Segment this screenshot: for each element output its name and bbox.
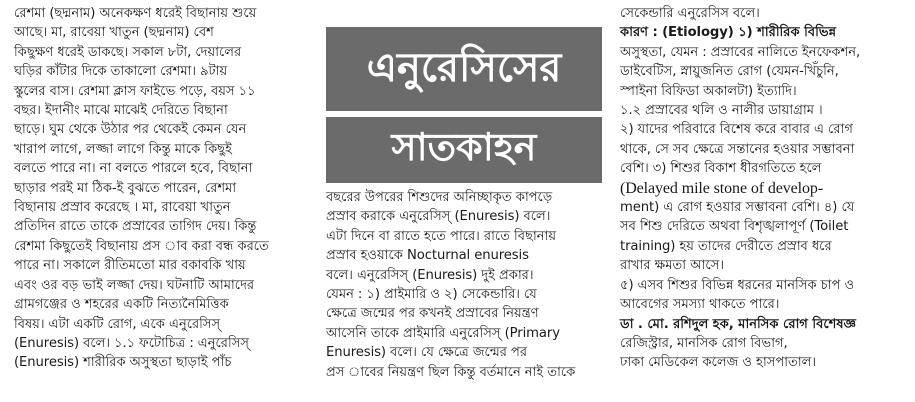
text-line: ছাড়ে। ঘুম থেকে উঠার পর থেকেই কেমন যেন [14, 122, 247, 138]
text-line: ment) এ রোগ হওয়ার সম্ভাবনা বেশি। ৪) যে [620, 200, 855, 216]
text-line: আছে। মা, রাবেয়া খাতুন (ছদ্মনাম) বেশ [14, 25, 214, 41]
text-line: Enuresis) বলে। যে ক্ষেত্রে জন্মের পর [326, 345, 527, 361]
text-line: (Delayed mile stone of develop- [620, 179, 824, 197]
author-affiliation: ঢাকা মেডিকেল কলেজ ও হাসপাতাল। [620, 355, 816, 371]
text-line: ডাইবেটিস, স্নায়ুজনিত রোগ (যেমন-খিঁচুনি, [620, 64, 839, 80]
text-line: যেমন : ১) প্রাইমারি ও ২) সেকেন্ডারি। যে [326, 287, 537, 303]
author-byline: ডা . মো. রশিদুল হক, মানসিক রোগ বিশেষজ্ঞ [620, 316, 857, 332]
text-line: থাকে, সে সব ক্ষেত্রে সন্তানের হওয়ার সম্ভাবনা [620, 141, 855, 157]
text-line: বলে। এনুরেসিস্ (Enuresis) দুই প্রকার। [326, 267, 534, 283]
text-line: স্কুলের বাস। রেশমা ক্লাস ফাইভে পড়ে, বয়স ১১ [14, 83, 256, 99]
text-line: সব শিশু দেরিতে অথবা বিশৃঙ্খলাপূর্ণ (Toilet [620, 219, 849, 235]
text-line: (Enuresis) বলে। ১.১ ফটোচিত্র : এনুরেসিস্ [14, 335, 249, 351]
section-heading-etiology: কারণ : (Etiology) ১) শারীরিক বিভিন্ন [620, 25, 837, 41]
text-line: প্রস্রাব হওয়াকে Nocturnal enuresis [326, 248, 529, 264]
text-line: এটা দিনে বা রাতে হতে পারে। রাতে বিছানায় [326, 228, 557, 244]
text-line: রেশমা (ছদ্মনাম) অনেকক্ষণ ধরেই বিছানায় শুয়ে [14, 6, 257, 21]
text-line: ২) যাদের পরিবারে বিশেষ করে বাবার এ রোগ [620, 122, 853, 138]
text-line: ক্ষেত্রে জন্মের পর কখনই প্রস্রাবের নিয়ন্ত্রণ [326, 306, 539, 322]
text-line: বিষয়। এটা একটি রোগ, একে এনুরেসিস্ [14, 316, 221, 332]
text-line: রাখার ক্ষমতা আসে। [620, 258, 724, 274]
text-line: আসেনি তাকে প্রাইমারি এনুরেসিস্ (Primary [326, 325, 560, 341]
text-line: ৫) এসব শিশুর বিভিন্ন ধরনের মানসিক চাপ ও [620, 277, 855, 293]
text-line: আবেগের সমস্যা থাকতে পারে। [620, 297, 780, 313]
text-line: training) হয় তাদের দেরীতে প্রস্রাব ধরে [620, 238, 832, 254]
text-line: প্রস াবের নিয়ন্ত্রণ ছিল কিন্তু বর্তমানে নাই তাকে [326, 364, 576, 380]
text-line: (Enuresis) শারীরিক অসুস্থতা ছাড়াই পাঁচ [14, 355, 232, 371]
text-line: প্রতিদিন রাতে তাকে প্রস্রাবের তাগিদ দেয়। কিন্তু [14, 219, 257, 235]
headline-text: এনুরেসিসের [366, 44, 562, 91]
text-line: ১.২ প্রস্রাবের থলি ও নালীর ডায়াগ্রাম । [620, 103, 823, 119]
text-line: বলতে পারে না। না বলতে পারলে হবে, বিছানা [14, 161, 253, 177]
headline-line-2 [326, 117, 602, 183]
text-line: অসুস্থতা, যেমন : প্রস্রাবের নালিতে ইনফেকশন, [620, 44, 861, 60]
text-line: বিছানায় প্রস্রাব করেছে । মা, রাবেয়া খাতুন [14, 200, 231, 216]
article-column-1 [14, 4, 312, 373]
text-line: প্রস্রাব করাকে এনুরেসিস্ (Enuresis) বলে। [326, 209, 551, 225]
text-line: পারে না। সকালে রীতিমতো মার বকাবকি খায় [14, 258, 246, 274]
text-line: বেশি। ৩) শিশুর বিকাশ ধীরগতিতে হলে [620, 161, 822, 177]
text-line: কিছুক্ষণ ধরেই ডাকছে। সকাল ৮টা, দেয়ালের [14, 44, 242, 60]
text-line: এবং ওর বড় ভাই লজ্জা দেয়। ঘটনাটি আমাদের [14, 277, 255, 293]
text-line: স্পাইনা বিফিডা অকালটা) ইত্যাদি। [620, 83, 797, 99]
text-line: রেশমা কিছুতেই বিছানায় প্রস াব করা বন্ধ করতে [14, 238, 269, 254]
text-line: ছাড়ার পরই মা ঠিক-ই বুঝতে পারেন, রেশমা [14, 180, 237, 196]
article-column-2 [326, 188, 604, 382]
text-line: খারাপ লাগে, লজ্জা লাগে কিন্তু মাকে কিছুই [14, 141, 232, 157]
text-line: বছর। ইদানীং মাঝে মাঝেই দেরিতে বিছানা [14, 103, 228, 119]
headline-text: সাতকাহন [391, 125, 537, 169]
author-affiliation: রেজিস্ট্রার, মানসিক রোগ বিভাগ, [620, 335, 788, 351]
text-line: বছরের উপরের শিশুদের অনিচ্ছাকৃত কাপড়ে [326, 190, 553, 205]
article-column-3 [620, 4, 908, 373]
text-line: ঘড়ির কাঁটার দিকে তাকালো রেশমা। ৯টায় [14, 64, 228, 80]
text-line: গ্রামগঞ্জের ও শহরের একটি নিত্যনৈমিত্তিক [14, 297, 229, 313]
text-line: সেকেন্ডারি এনুরেসিস বলে। [620, 6, 760, 21]
headline-line-1 [326, 27, 602, 111]
